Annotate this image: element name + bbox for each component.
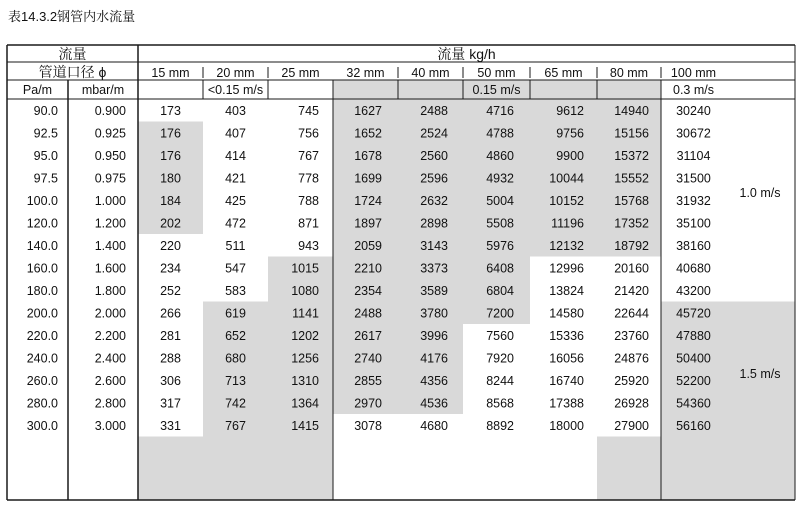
row-pa-value: 95.0 [33,149,58,163]
flow-cell: 6804 [486,284,514,298]
flow-cell: 2488 [420,104,448,118]
row-mbar-value: 3.000 [94,419,126,433]
flow-cell: 26928 [614,396,649,411]
flow-cell: 13824 [549,284,584,298]
flow-cell: 425 [225,194,246,208]
flow-cell: 1015 [291,261,319,276]
flow-cell: 30240 [676,104,711,118]
flow-cell: 12996 [549,261,584,276]
flow-cell: 45720 [676,306,711,321]
flow-cell: 2617 [354,329,382,343]
flow-cell: 50400 [676,351,711,366]
row-mbar-value: 0.950 [94,149,126,163]
flow-cell: 8244 [486,374,514,388]
row-mbar-value: 1.600 [94,261,126,276]
flow-cell: 1678 [354,149,382,163]
flow-cell: 943 [298,239,319,253]
flow-cell: 583 [225,284,246,298]
header-velocity-high: 0.3 m/s [673,83,714,97]
flow-cell: 12132 [549,239,584,253]
flow-cell: 871 [298,216,319,231]
flow-cell: 1256 [291,351,319,366]
flow-cell: 652 [225,329,246,343]
row-mbar-value: 2.600 [94,374,126,388]
flow-cell: 680 [225,351,246,366]
flow-cell: 421 [225,171,246,186]
flow-cell: 22644 [614,306,649,321]
row-mbar-value: 1.800 [94,284,126,298]
flow-cell: 202 [160,216,181,231]
flow-cell: 767 [298,149,319,163]
flow-cell: 5508 [486,216,514,231]
flow-cell: 619 [225,306,246,321]
flow-cell: 2524 [420,126,448,141]
flow-cell: 4536 [420,396,448,411]
row-mbar-value: 1.200 [94,216,126,231]
flow-cell: 713 [225,374,246,388]
flow-cell: 281 [160,329,181,343]
flow-cell: 288 [160,351,181,366]
header-diameter-80mm: 80 mm [609,66,649,80]
flow-cell: 4680 [420,419,448,433]
flow-cell: 180 [160,171,181,186]
flow-cell: 24876 [614,351,649,366]
flow-cell: 18792 [614,239,649,253]
flow-cell: 1202 [291,329,319,343]
flow-cell: 7920 [486,351,514,366]
row-mbar-value: 2.800 [94,396,126,411]
flow-cell: 8892 [486,419,514,433]
flow-cell: 2855 [354,374,382,388]
flow-cell: 234 [160,261,181,276]
flow-cell: 10044 [549,171,584,186]
flow-cell: 20160 [614,261,649,276]
flow-cell: 31104 [676,149,711,163]
row-pa-value: 280.0 [26,396,58,411]
row-mbar-value: 0.900 [94,104,126,118]
flow-cell: 7560 [486,329,514,343]
header-velocity-low: <0.15 m/s [207,83,264,97]
flow-cell: 10152 [549,194,584,208]
row-mbar-value: 2.200 [94,329,126,343]
flow-cell: 31500 [676,171,711,186]
row-pa-value: 300.0 [26,419,58,433]
row-mbar-value: 1.000 [94,194,126,208]
flow-cell: 40680 [676,261,711,276]
flow-cell: 2488 [354,306,382,321]
table-caption: 表14.3.2钢管内水流量 [8,9,136,24]
row-pa-value: 240.0 [26,351,58,366]
flow-cell: 472 [225,216,246,231]
flow-cell: 1724 [354,194,382,208]
row-mbar-value: 0.975 [94,171,126,186]
row-mbar-value: 0.925 [94,126,126,141]
flow-cell: 547 [225,261,246,276]
row-pa-value: 260.0 [26,374,58,388]
row-pa-value: 90.0 [33,104,58,118]
flow-cell: 756 [298,126,319,141]
row-mbar-value: 2.400 [94,351,126,366]
header-unit-mbar: mbar/m [81,83,125,97]
flow-cell: 331 [160,419,181,433]
flow-cell: 15156 [614,126,649,141]
flow-cell: 306 [160,374,181,388]
flow-cell: 14580 [549,306,584,321]
flow-cell: 52200 [676,374,711,388]
flow-cell: 7200 [486,306,514,321]
flow-cell: 176 [160,149,181,163]
header-pipe-diameter: 管道口径 ϕ [38,64,107,80]
flow-cell: 9900 [556,149,584,163]
flow-cell: 3078 [354,419,382,433]
flow-cell: 5976 [486,239,514,253]
flow-cell: 4932 [486,171,514,186]
row-pa-value: 140.0 [26,239,58,253]
flow-cell: 16740 [549,374,584,388]
flow-cell: 2059 [354,239,382,253]
flow-cell: 15768 [614,194,649,208]
flow-cell: 15552 [614,171,649,186]
side-velocity-1: 1.0 m/s [739,186,781,200]
flow-cell: 15336 [549,329,584,343]
row-mbar-value: 2.000 [94,306,126,321]
header-diameter-65mm: 65 mm [544,66,583,80]
flow-cell: 47880 [676,329,711,343]
flow-cell: 11196 [551,216,584,231]
flow-cell: 4176 [420,351,448,366]
row-pa-value: 160.0 [26,261,58,276]
shade-15mm-bottom [138,437,203,501]
row-pa-value: 180.0 [26,284,58,298]
flow-cell: 30672 [676,126,711,141]
flow-cell: 14940 [614,104,649,118]
header-velocity-mid: 0.15 m/s [472,83,521,97]
flow-cell: 266 [160,306,181,321]
flow-cell: 2596 [420,171,448,186]
flow-cell: 414 [225,149,246,163]
header-flow-label: 流量 [58,46,87,62]
header-diameter-50mm: 50 mm [477,66,516,80]
flow-cell: 25920 [614,374,649,388]
row-pa-value: 220.0 [26,329,58,343]
flow-cell: 1364 [291,396,319,411]
flow-cell: 21420 [614,284,649,298]
flow-cell: 3143 [420,239,448,253]
flow-cell: 2632 [420,194,448,208]
flow-cell: 2970 [354,396,382,411]
flow-cell: 4716 [486,104,514,118]
header-unit-pa: Pa/m [22,83,53,97]
flow-cell: 27900 [614,419,649,433]
flow-cell: 745 [298,104,319,118]
flow-cell: 43200 [676,284,711,298]
flow-cell: 54360 [676,396,711,411]
row-pa-value: 100.0 [26,194,58,208]
flow-cell: 38160 [676,239,711,253]
flow-cell: 1080 [291,284,319,298]
flow-cell: 18000 [549,419,584,433]
flow-cell: 2210 [354,261,382,276]
flow-cell: 4788 [486,126,514,141]
flow-cell: 16056 [549,351,584,366]
flow-cell: 2560 [420,149,448,163]
flow-cell: 17388 [549,396,584,411]
header-diameter-40mm: 40 mm [411,66,450,80]
flow-cell: 778 [298,171,319,186]
flow-cell: 742 [225,396,246,411]
flow-cell: 56160 [676,419,711,433]
header-diameter-100mm: 100 mm [670,66,717,80]
row-pa-value: 92.5 [33,126,58,141]
flow-cell: 220 [160,239,181,253]
flow-cell: 1415 [291,419,319,433]
flow-cell: 1897 [354,216,382,231]
header-diameter-15mm: 15 mm [151,66,190,80]
flow-cell: 2898 [420,216,448,231]
flow-cell: 1652 [354,126,382,141]
flow-cell: 3373 [420,261,448,276]
flow-cell: 35100 [676,216,711,231]
flow-cell: 407 [225,126,246,141]
flow-cell: 8568 [486,396,514,411]
flow-cell: 176 [160,126,181,141]
flow-cell: 4860 [486,149,514,163]
flow-cell: 9756 [556,126,584,141]
flow-cell: 1699 [354,171,382,186]
flow-cell: 3589 [420,284,448,298]
side-velocity-15: 1.5 m/s [739,367,781,381]
flow-cell: 252 [160,284,181,298]
row-pa-value: 97.5 [33,171,58,186]
flow-cell: 1310 [291,374,319,388]
flow-cell: 31932 [676,194,711,208]
flow-cell: 2354 [354,284,382,298]
row-mbar-value: 1.400 [94,239,126,253]
flow-cell: 1141 [292,306,319,321]
row-pa-value: 200.0 [26,306,58,321]
flow-cell: 317 [160,396,181,411]
flow-cell: 2740 [354,351,382,366]
flow-cell: 17352 [614,216,649,231]
flow-cell: 5004 [486,194,514,208]
flow-cell: 767 [225,419,246,433]
flow-cell: 15372 [614,149,649,163]
flow-cell: 3780 [420,306,448,321]
flow-cell: 1627 [354,104,382,118]
flow-cell: 403 [225,104,246,118]
row-pa-value: 120.0 [26,216,58,231]
header-diameter-32mm: 32 mm [346,66,385,80]
header-flow-kgh: 流量 kg/h [437,46,496,62]
flow-cell: 4356 [420,374,448,388]
flow-cell: 788 [298,194,319,208]
header-diameter-20mm: 20 mm [216,66,255,80]
shade-65-80-bottom [597,437,661,501]
flow-cell: 6408 [486,261,514,276]
flow-cell: 3996 [420,329,448,343]
header-diameter-25mm: 25 mm [281,66,320,80]
flow-cell: 173 [160,104,181,118]
flow-cell: 511 [225,239,246,253]
flow-cell: 9612 [556,104,584,118]
flow-cell: 184 [160,194,181,208]
flow-cell: 23760 [614,329,649,343]
